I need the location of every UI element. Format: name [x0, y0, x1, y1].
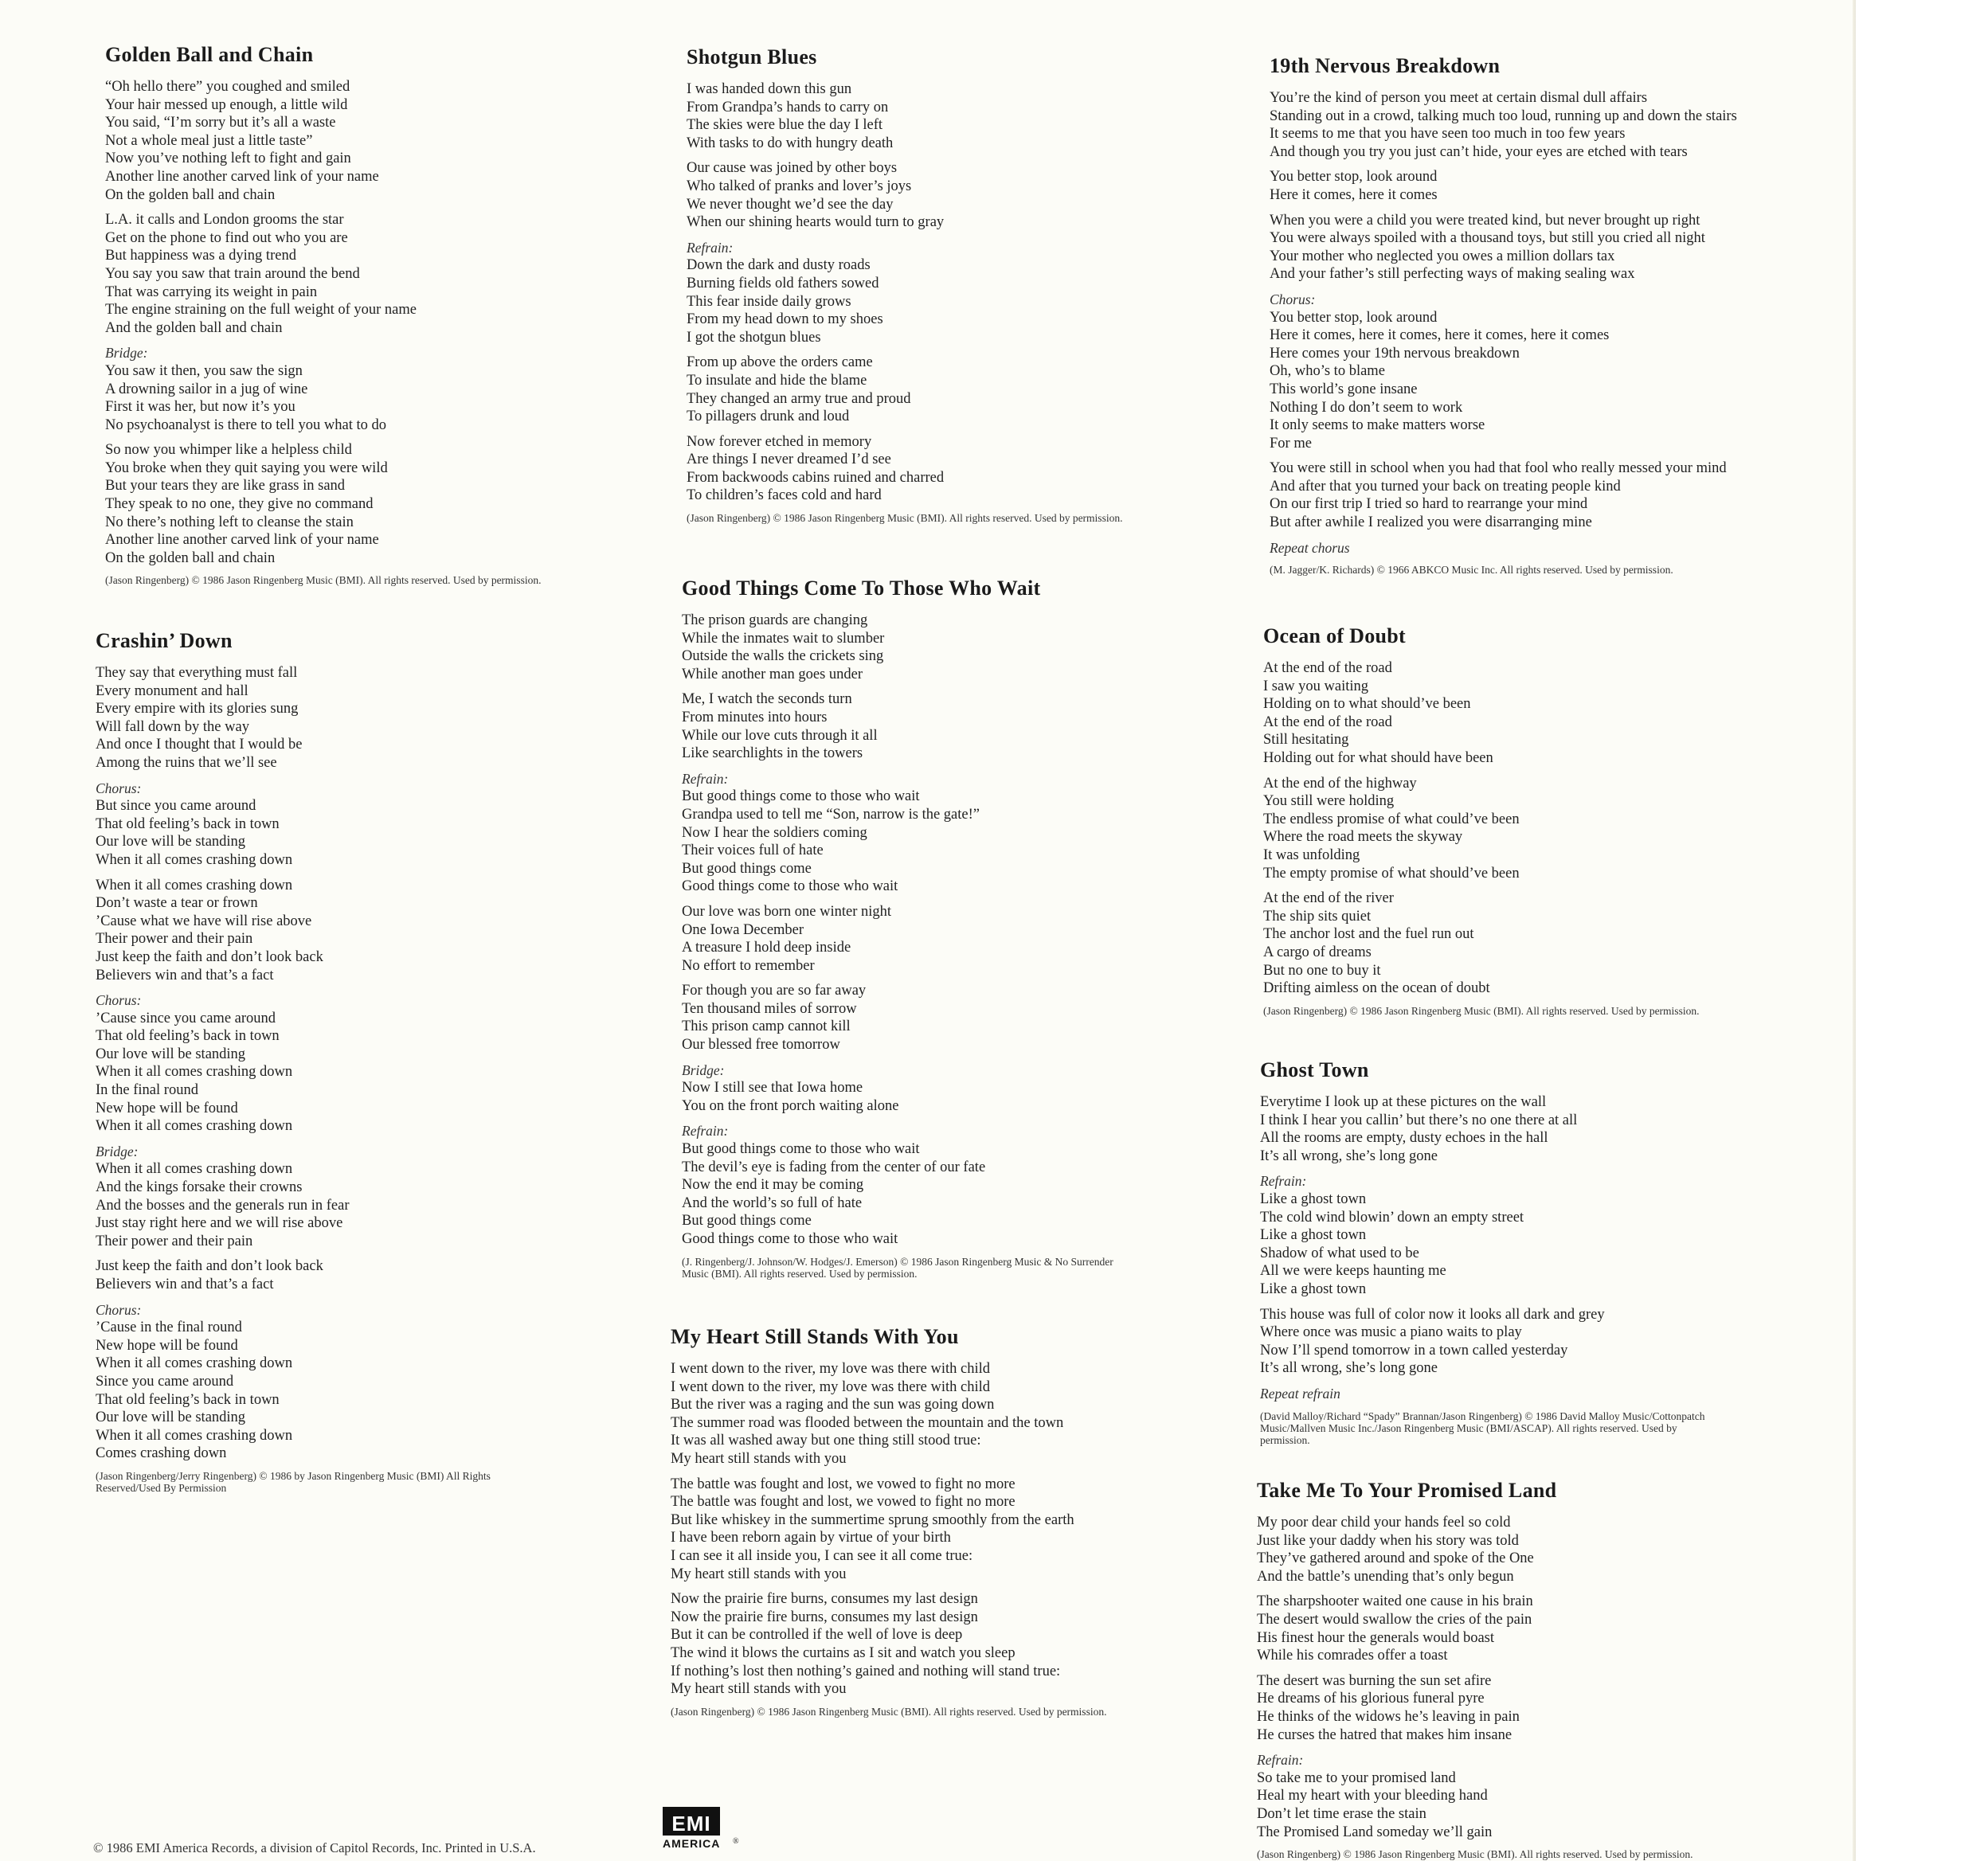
lyric-line: You broke when they quit saying you were wild: [105, 459, 388, 476]
stanza: [96, 991, 542, 1136]
lyric-line: Now the prairie fire burns, consumes my last design: [671, 1609, 978, 1625]
stanza: [1270, 89, 1737, 161]
lyric-line: I got the shotgun blues: [687, 329, 821, 346]
lyric-line: All we were keeps haunting me: [1260, 1263, 1446, 1280]
lyric-line: On the golden ball and chain: [105, 186, 276, 203]
lyric-line: It only seems to make matters worse: [1270, 417, 1485, 434]
lyric-line: Still hesitating: [1263, 732, 1349, 749]
song-title: Take Me To Your Promised Land: [1257, 1479, 1557, 1502]
lyric-line: They changed an army true and proud: [687, 390, 911, 407]
lyric-line: In the final round: [96, 1082, 198, 1099]
lyric-line: The wind it blows the curtains as I sit and watch you sleep: [671, 1644, 1016, 1661]
lyric-line: The battle was fought and lost, we vowed to fight no more: [671, 1476, 1016, 1492]
lyric-line: Their voices full of hate: [682, 843, 824, 859]
stanza: [105, 78, 551, 204]
song-credit: (J. Ringenberg/J. Johnson/W. Hodges/J. Emerson) © 1986 Jason Ringenberg Music & No Surrender Music (BMI). All rights reserved. Used by permission.: [682, 1255, 1113, 1280]
lyric-line: “Oh hello there” you coughed and smiled: [105, 79, 350, 95]
lyric-line: But since you came around: [96, 798, 256, 815]
song-credit: (Jason Ringenberg) © 1986 Jason Ringenberg Music (BMI). All rights reserved. Used by permission.: [1263, 1004, 1700, 1017]
lyric-line: Good things come to those who wait: [682, 1231, 898, 1247]
lyric-line: Comes crashing down: [96, 1445, 227, 1462]
lyric-line: Don’t let time erase the stain: [1257, 1805, 1426, 1822]
song-title: My Heart Still Stands With You: [671, 1325, 959, 1348]
song-title: Golden Ball and Chain: [105, 43, 314, 66]
lyric-line: A treasure I hold deep inside: [682, 940, 851, 956]
lyric-line: A drowning sailor in a jug of wine: [105, 381, 308, 397]
lyric-line: Heal my heart with your bleeding hand: [1257, 1788, 1488, 1804]
song-credit: (Jason Ringenberg) © 1986 Jason Ringenberg Music (BMI). All rights reserved. Used by permission.: [1257, 1848, 1693, 1861]
lyric-line: The anchor lost and the fuel run out: [1263, 926, 1474, 943]
lyric-line: L.A. it calls and London grooms the star: [105, 212, 344, 229]
section-label: Refrain:: [1260, 1173, 1307, 1190]
lyric-line: Down the dark and dusty roads: [687, 257, 871, 274]
lyric-line: Their power and their pain: [96, 931, 253, 948]
stanza: [1270, 539, 1737, 557]
stanza: [687, 354, 1133, 425]
section-label: Refrain:: [682, 1123, 729, 1140]
emi-logo-subtitle: AMERICA: [663, 1837, 721, 1850]
lyric-line: Now the end it may be coming: [682, 1177, 864, 1194]
lyric-line: The desert was burning the sun set afire: [1257, 1672, 1492, 1689]
lyric-line: While the inmates wait to slumber: [682, 630, 885, 647]
section-label: Chorus:: [96, 992, 142, 1009]
lyric-line: And the bosses and the generals run in fear: [96, 1197, 350, 1214]
lyric-line: When you were a child you were treated kind, but never brought up right: [1270, 212, 1700, 229]
stanza: [96, 1257, 542, 1293]
stanza: [682, 1061, 1128, 1116]
lyric-line: On the golden ball and chain: [105, 549, 276, 566]
lyric-line: Now forever etched in memory: [687, 433, 872, 450]
lyric-line: And the kings forsake their crowns: [96, 1179, 303, 1196]
song-title: Ocean of Doubt: [1263, 624, 1406, 647]
stanza: [671, 1360, 1117, 1468]
lyric-line: While our love cuts through it all: [682, 727, 878, 744]
page-margin: [1856, 0, 1988, 1861]
stanza: [682, 770, 1128, 896]
lyric-line: Since you came around: [96, 1373, 234, 1390]
stanza: [1260, 1385, 1706, 1403]
song-title: Ghost Town: [1260, 1058, 1369, 1081]
lyric-line: At the end of the road: [1263, 714, 1392, 730]
song-title: 19th Nervous Breakdown: [1270, 54, 1501, 77]
lyric-line: This fear inside daily grows: [687, 293, 851, 310]
lyric-line: ’Cause in the final round: [96, 1320, 242, 1336]
stanza: [682, 612, 1128, 683]
lyric-line: From backwoods cabins ruined and charred: [687, 469, 945, 486]
stanza: [1263, 889, 1709, 998]
lyric-line: But your tears they are like grass in sand: [105, 478, 346, 495]
copyright-footer: © 1986 EMI America Records, a division of Capitol Records, Inc. Printed in U.S.A.: [93, 1840, 536, 1855]
lyric-line: He curses the hatred that makes him insane: [1257, 1726, 1513, 1743]
lyric-line: Standing out in a crowd, talking much too loud, running up and down the stairs: [1270, 108, 1737, 124]
lyric-line: Holding out for what should have been: [1263, 749, 1493, 766]
section-label: Bridge:: [682, 1061, 725, 1078]
lyric-line: You’re the kind of person you meet at certain dismal dull affairs: [1270, 90, 1648, 106]
lyric-line: You better stop, look around: [1270, 309, 1438, 326]
lyric-line: But good things come: [682, 1213, 812, 1230]
stanza: [687, 159, 1133, 231]
lyric-line: That was carrying its weight in pain: [105, 283, 318, 300]
lyric-line: And the golden ball and chain: [105, 319, 283, 336]
lyric-line: For me: [1270, 435, 1312, 452]
section-label: Repeat refrain: [1260, 1385, 1340, 1402]
lyric-line: The prison guards are changing: [682, 612, 868, 628]
lyric-line: You said, “I’m sorry but it’s all a waste: [105, 115, 336, 131]
lyric-line: The Promised Land someday we’ll gain: [1257, 1824, 1493, 1840]
stanza: [687, 80, 1133, 152]
lyric-line: He dreams of his glorious funeral pyre: [1257, 1691, 1485, 1707]
lyric-line: Burning fields old fathers sowed: [687, 275, 879, 291]
lyric-line: They’ve gathered around and spoke of the One: [1257, 1550, 1534, 1567]
lyric-line: Here comes your 19th nervous breakdown: [1270, 345, 1520, 362]
lyric-line: It’s all wrong, she’s long gone: [1260, 1360, 1438, 1377]
stanza: [1270, 291, 1737, 452]
lyric-line: Our love will be standing: [96, 1046, 246, 1062]
lyric-line: We never thought we’d see the day: [687, 196, 894, 213]
lyric-line: If nothing’s lost then nothing’s gained and nothing will stand true:: [671, 1663, 1061, 1679]
lyric-line: I saw you waiting: [1263, 678, 1369, 694]
song-good-things-come: [682, 577, 1128, 1280]
lyric-line: That old feeling’s back in town: [96, 1028, 280, 1045]
lyric-line: His finest hour the generals would boast: [1257, 1629, 1494, 1646]
stanza: [682, 690, 1128, 762]
stanza: [1260, 1172, 1706, 1298]
lyric-line: You on the front porch waiting alone: [682, 1097, 899, 1114]
lyric-line: To insulate and hide the blame: [687, 372, 867, 389]
song-shotgun-blues: [687, 45, 1133, 524]
emi-america-logo: [663, 1807, 739, 1850]
lyric-line: No there’s nothing left to cleanse the stain: [105, 514, 354, 530]
lyric-line: Just like your daddy when his story was told: [1257, 1532, 1519, 1549]
lyric-line: Shadow of what used to be: [1260, 1245, 1419, 1261]
lyric-line: When it all comes crashing down: [96, 1355, 293, 1372]
stanza: [671, 1590, 1117, 1699]
section-label: Chorus:: [1270, 291, 1316, 307]
stanza: [96, 664, 542, 772]
lyric-line: At the end of the road: [1263, 660, 1392, 676]
lyric-line: Just keep the faith and don’t look back: [96, 1258, 323, 1275]
lyric-line: A cargo of dreams: [1263, 944, 1372, 960]
lyric-line: When it all comes crashing down: [96, 1427, 293, 1444]
stanza: [1270, 459, 1737, 531]
stanza: [96, 780, 542, 870]
lyric-line: The cold wind blowin’ down an empty street: [1260, 1209, 1524, 1226]
lyric-line: And your father’s still perfecting ways of making sealing wax: [1270, 266, 1635, 283]
lyric-line: Ten thousand miles of sorrow: [682, 1000, 857, 1017]
lyric-line: Just stay right here and we will rise above: [96, 1215, 343, 1232]
lyric-line: The battle was fought and lost, we vowed to fight no more: [671, 1494, 1016, 1511]
section-label: Refrain:: [682, 770, 729, 787]
stanza: [1257, 1514, 1703, 1585]
lyric-line: Our cause was joined by other boys: [687, 160, 898, 177]
song-golden-ball-and-chain: [105, 43, 551, 586]
stanza: [1257, 1593, 1703, 1664]
lyric-line: Where once was music a piano waits to play: [1260, 1324, 1522, 1341]
lyric-line: My heart still stands with you: [671, 1450, 847, 1467]
lyric-line: So now you whimper like a helpless child: [105, 442, 352, 459]
lyric-line: To children’s faces cold and hard: [687, 487, 882, 504]
stanza: [1257, 1751, 1703, 1841]
lyric-line: The ship sits quiet: [1263, 908, 1372, 925]
section-label: Repeat chorus: [1270, 539, 1350, 556]
lyric-line: Like searchlights in the towers: [682, 745, 863, 762]
song-credit: (David Malloy/Richard “Spady” Brannan/Jason Ringenberg) © 1986 David Malloy Music/Cottonpatch Music/Mallven Music Inc./Jason Ringenberg Music (BMI/ASCAP). All rights reserved. Used by permission.: [1260, 1409, 1705, 1446]
lyric-line: Now the prairie fire burns, consumes my last design: [671, 1591, 978, 1608]
lyric-line: You better stop, look around: [1270, 169, 1438, 186]
lyric-line: The engine straining on the full weight of your name: [105, 302, 417, 319]
lyric-line: But good things come to those who wait: [682, 1141, 920, 1158]
lyric-line: Now you’ve nothing left to fight and gain: [105, 151, 351, 167]
lyric-line: Our love was born one winter night: [682, 903, 892, 920]
stanza: [105, 344, 551, 434]
lyric-line: Believers win and that’s a fact: [96, 1277, 274, 1292]
song-credit: (Jason Ringenberg) © 1986 Jason Ringenberg Music (BMI). All rights reserved. Used by permission.: [687, 512, 1123, 525]
lyric-line: But no one to buy it: [1263, 962, 1381, 979]
lyric-line: One Iowa December: [682, 921, 804, 938]
lyric-line: Here it comes, here it comes, here it comes, here it comes: [1270, 327, 1610, 344]
lyric-line: Our love will be standing: [96, 1409, 246, 1426]
lyric-line: Just keep the faith and don’t look back: [96, 948, 323, 965]
stanza: [105, 441, 551, 567]
lyric-line: The desert would swallow the cries of the pain: [1257, 1611, 1532, 1628]
stanza: [682, 1122, 1128, 1248]
song-credit: (Jason Ringenberg) © 1986 Jason Ringenberg Music (BMI). All rights reserved. Used by permission.: [105, 574, 542, 587]
lyric-line: I have been reborn again by virtue of your birth: [671, 1530, 951, 1546]
lyric-line: The summer road was flooded between the mountain and the town: [671, 1414, 1064, 1431]
lyric-line: ’Cause what we have will rise above: [96, 913, 312, 929]
section-label: Refrain:: [687, 239, 734, 256]
lyric-line: And though you try you just can’t hide, your eyes are etched with tears: [1270, 143, 1688, 160]
emi-logo-box: EMI: [663, 1807, 720, 1836]
section-label: Chorus:: [96, 780, 142, 796]
song-title: Shotgun Blues: [687, 45, 817, 68]
stanza: [1263, 659, 1709, 768]
lyric-line: When it all comes crashing down: [96, 1064, 293, 1081]
lyric-line: It was all washed away but one thing still stood true:: [671, 1433, 981, 1449]
lyric-line: While another man goes under: [682, 666, 863, 682]
lyric-line: With tasks to do with hungry death: [687, 135, 894, 151]
lyric-line: So take me to your promised land: [1257, 1769, 1456, 1786]
lyric-line: Your hair messed up enough, a little wild: [105, 96, 348, 113]
stanza: [96, 1143, 542, 1251]
lyric-line: My poor dear child your hands feel so cold: [1257, 1515, 1511, 1531]
lyric-line: Are things I never dreamed I’d see: [687, 452, 891, 468]
lyric-line: Another line another carved link of your name: [105, 532, 379, 549]
lyric-line: He thinks of the widows he’s leaving in pain: [1257, 1708, 1520, 1725]
lyric-line: Not a whole meal just a little taste”: [105, 132, 313, 149]
lyric-line: Everytime I look up at these pictures on the wall: [1260, 1094, 1547, 1110]
registered-mark: ®: [733, 1837, 739, 1846]
lyric-line: You still were holding: [1263, 793, 1395, 810]
lyric-line: When it all comes crashing down: [96, 1118, 293, 1135]
lyric-line: Outside the walls the crickets sing: [682, 648, 884, 665]
lyric-line: When it all comes crashing down: [96, 851, 293, 868]
lyric-line: Oh, who’s to blame: [1270, 363, 1385, 380]
lyric-line: My heart still stands with you: [671, 1566, 847, 1582]
stanza: [1270, 168, 1737, 204]
lyric-line: To pillagers drunk and loud: [687, 409, 850, 425]
lyric-line: The sharpshooter waited one cause in his brain: [1257, 1593, 1533, 1610]
lyric-line: This world’s gone insane: [1270, 381, 1418, 397]
lyric-line: Don’t waste a tear or frown: [96, 895, 258, 912]
lyric-line: Get on the phone to find out who you are: [105, 229, 348, 246]
lyric-line: From Grandpa’s hands to carry on: [687, 99, 889, 115]
stanza: [687, 239, 1133, 347]
lyric-line: Every empire with its glories sung: [96, 701, 299, 717]
section-label: Bridge:: [105, 345, 148, 362]
lyric-line: When our shining hearts would turn to gray: [687, 214, 945, 231]
lyric-line: They say that everything must fall: [96, 665, 298, 681]
lyric-line: Among the ruins that we’ll see: [96, 754, 277, 771]
lyric-line: That old feeling’s back in town: [96, 815, 280, 832]
lyric-line: Believers win and that’s a fact: [96, 967, 274, 983]
stanza: [1260, 1306, 1706, 1378]
lyric-line: Now I’ll spend tomorrow in a town called yesterday: [1260, 1342, 1568, 1359]
lyric-line: The devil’s eye is fading from the center of our fate: [682, 1159, 986, 1175]
lyric-line: From up above the orders came: [687, 354, 873, 371]
section-label: Bridge:: [96, 1143, 139, 1159]
stanza: [105, 211, 551, 337]
lyric-line: Where the road meets the skyway: [1263, 829, 1463, 846]
stanza: [1260, 1093, 1706, 1165]
lyric-line: Like a ghost town: [1260, 1227, 1367, 1244]
lyric-line: I went down to the river, my love was there with child: [671, 1378, 991, 1395]
lyric-line: And once I thought that I would be: [96, 737, 303, 753]
lyric-line: When it all comes crashing down: [96, 877, 293, 893]
lyric-line: But after awhile I realized you were disarranging mine: [1270, 514, 1592, 531]
lyric-line: Who talked of pranks and lover’s joys: [687, 178, 912, 194]
stanza: [682, 982, 1128, 1054]
stanza: [1257, 1672, 1703, 1744]
lyric-line: Like a ghost town: [1260, 1190, 1367, 1207]
lyric-line: From my head down to my shoes: [687, 311, 883, 328]
lyric-line: They speak to no one, they give no command: [105, 496, 374, 513]
lyric-line: But good things come to those who wait: [682, 788, 920, 805]
song-title: Crashin’ Down: [96, 629, 233, 652]
lyric-line: But good things come: [682, 860, 812, 877]
song-crashin-down: [96, 629, 542, 1494]
lyric-line: Grandpa used to tell me “Son, narrow is the gate!”: [682, 806, 980, 823]
song-credit: (M. Jagger/K. Richards) © 1966 ABKCO Music Inc. All rights reserved. Used by permission.: [1270, 564, 1673, 577]
lyric-line: I was handed down this gun: [687, 81, 852, 97]
lyric-line: And the battle’s unending that’s only begun: [1257, 1568, 1514, 1585]
stanza: [96, 877, 542, 985]
lyric-line: New hope will be found: [96, 1337, 238, 1354]
stanza: [1263, 775, 1709, 883]
lyric-line: The skies were blue the day I left: [687, 117, 883, 134]
lyric-line: Your mother who neglected you owes a million dollars tax: [1270, 248, 1615, 264]
lyric-line: Now I still see that Iowa home: [682, 1080, 863, 1097]
lyric-line: My heart still stands with you: [671, 1681, 847, 1698]
lyric-line: The empty promise of what should’ve been: [1263, 865, 1520, 882]
song-credit: (Jason Ringenberg) © 1986 Jason Ringenberg Music (BMI). All rights reserved. Used by permission.: [671, 1705, 1107, 1718]
lyric-line: Will fall down by the way: [96, 718, 249, 735]
lyric-line: At the end of the highway: [1263, 775, 1417, 792]
lyric-line: It’s all wrong, she’s long gone: [1260, 1147, 1438, 1164]
stanza: [682, 903, 1128, 975]
lyric-line: I can see it all inside you, I can see it all come true:: [671, 1547, 973, 1564]
lyric-line: Our love will be standing: [96, 834, 246, 850]
lyric-line: No effort to remember: [682, 957, 815, 974]
lyric-line: From minutes into hours: [682, 709, 828, 725]
lyric-line: That old feeling’s back in town: [96, 1391, 280, 1408]
lyric-line: Our blessed free tomorrow: [682, 1037, 840, 1054]
lyric-line: First it was her, but now it’s you: [105, 399, 295, 416]
lyric-line: You say you saw that train around the bend: [105, 265, 360, 282]
lyric-line: Another line another carved link of your name: [105, 168, 379, 185]
section-label: Chorus:: [96, 1301, 142, 1318]
lyric-line: ’Cause since you came around: [96, 1010, 276, 1026]
lyric-line: When it all comes crashing down: [96, 1161, 293, 1178]
lyric-line: The endless promise of what could’ve been: [1263, 811, 1520, 827]
lyric-line: While his comrades offer a toast: [1257, 1648, 1448, 1664]
song-ocean-of-doubt: [1263, 624, 1709, 1017]
lyric-line: No psychoanalyst is there to tell you what to do: [105, 416, 386, 433]
lyric-line: Now I hear the soldiers coming: [682, 824, 867, 841]
lyric-line: I think I hear you callin’ but there’s no one there at all: [1260, 1112, 1578, 1128]
lyric-line: On our first trip I tried so hard to rearrange your mind: [1270, 496, 1588, 513]
lyric-line: Me, I watch the seconds turn: [682, 691, 852, 708]
stanza: [96, 1301, 542, 1463]
lyric-line: Their power and their pain: [96, 1233, 253, 1249]
lyric-line: At the end of the river: [1263, 890, 1394, 907]
lyric-line: Every monument and hall: [96, 682, 248, 699]
song-ghost-town: [1260, 1058, 1706, 1446]
lyric-line: But happiness was a dying trend: [105, 248, 296, 264]
lyric-line: This house was full of color now it looks all dark and grey: [1260, 1306, 1605, 1323]
lyric-line: But like whiskey in the summertime sprung smoothly from the earth: [671, 1511, 1074, 1528]
lyric-line: Drifting aimless on the ocean of doubt: [1263, 980, 1490, 997]
lyric-line: And after that you turned your back on treating people kind: [1270, 478, 1621, 495]
lyric-line: Like a ghost town: [1260, 1280, 1367, 1297]
lyric-line: But the river was a raging and the sun was going down: [671, 1397, 995, 1413]
song-title: Good Things Come To Those Who Wait: [682, 577, 1041, 600]
lyric-line: It was unfolding: [1263, 846, 1360, 863]
lyric-line: You were always spoiled with a thousand toys, but still you cried all night: [1270, 230, 1705, 247]
lyric-line: Holding on to what should’ve been: [1263, 696, 1471, 713]
stanza: [687, 433, 1133, 505]
lyric-line: New hope will be found: [96, 1100, 238, 1116]
stanza: [671, 1476, 1117, 1584]
lyric-line: For though you are so far away: [682, 983, 867, 999]
lyric-line: All the rooms are empty, dusty echoes in the hall: [1260, 1130, 1548, 1147]
lyric-line: And the world’s so full of hate: [682, 1194, 863, 1211]
stanza: [1270, 212, 1737, 283]
lyric-line: You saw it then, you saw the sign: [105, 362, 303, 379]
lyric-line: Nothing I do don’t seem to work: [1270, 399, 1463, 416]
lyric-line: But it can be controlled if the well of love is deep: [671, 1627, 963, 1644]
lyric-line: I went down to the river, my love was there with child: [671, 1361, 991, 1377]
lyric-line: Here it comes, here it comes: [1270, 186, 1438, 203]
lyric-line: Good things come to those who wait: [682, 878, 898, 895]
song-credit: (Jason Ringenberg/Jerry Ringenberg) © 1986 by Jason Ringenberg Music (BMI) All Rights Reserved/Used By Permission: [96, 1469, 491, 1494]
song-my-heart-still-stands: [671, 1325, 1117, 1718]
song-19th-nervous-breakdown: [1270, 54, 1737, 576]
lyric-line: This prison camp cannot kill: [682, 1018, 851, 1035]
section-label: Refrain:: [1257, 1752, 1304, 1769]
song-take-me-to-your-promised-land: [1257, 1479, 1703, 1860]
lyric-line: It seems to me that you have seen too much in too few years: [1270, 126, 1626, 143]
lyric-line: You were still in school when you had that fool who really messed your mind: [1270, 460, 1727, 477]
